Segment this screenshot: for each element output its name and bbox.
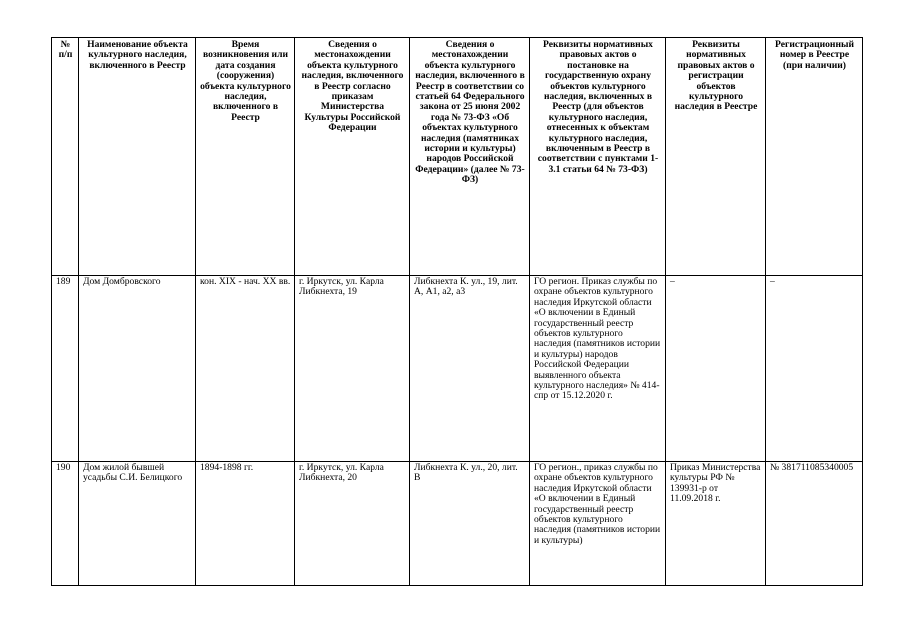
cell-name: Дом жилой бывшей усадьбы С.И. Белицкого xyxy=(79,462,196,586)
heritage-registry-table xyxy=(51,37,863,586)
cell-registration-number: – xyxy=(766,276,863,462)
document-page xyxy=(51,37,862,586)
cell-date: 1894-1898 гг. xyxy=(196,462,295,586)
cell-registration-number: № 381711085340005 xyxy=(766,462,863,586)
header-protection-act: Реквизиты нормативных правовых актов о постановке на государственную охрану объектов культурного наследия, включенных в Реестр (для объектов культурного наследия, отнесенных к объектам культурного наследия, включенным в Реестр в соответствии с пунктами 1-3.1 статьи 64 № 73-ФЗ) xyxy=(530,38,666,276)
header-registration-number: Регистрационный номер в Реестре (при наличии) xyxy=(766,38,863,276)
header-location-order: Сведения о местонахождении объекта культурного наследия, включенного в Реестр согласно приказам Министерства Культуры Российской Федерации xyxy=(295,38,410,276)
header-registration-act: Реквизиты нормативных правовых актов о регистрации объектов культурного наследия в Реестре xyxy=(666,38,766,276)
cell-number: 190 xyxy=(52,462,79,586)
cell-location-law: Либкнехта К. ул., 19, лит. А, А1, а2, а3 xyxy=(410,276,530,462)
table-row xyxy=(52,462,863,586)
cell-location-order: г. Иркутск, ул. Карла Либкнехта, 19 xyxy=(295,276,410,462)
table-row xyxy=(52,276,863,462)
cell-registration-act: – xyxy=(666,276,766,462)
cell-location-law: Либкнехта К. ул., 20, лит. В xyxy=(410,462,530,586)
cell-date: кон. XIX - нач. XX вв. xyxy=(196,276,295,462)
cell-registration-act: Приказ Министерства культуры РФ № 139931-р от 11.09.2018 г. xyxy=(666,462,766,586)
table-header-row xyxy=(52,38,863,276)
header-date: Время возникновения или дата создания (сооружения) объекта культурного наследия, включенного в Реестр xyxy=(196,38,295,276)
header-location-law: Сведения о местонахождении объекта культурного наследия, включенного в Реестр в соответствии со статьей 64 Федерального закона от 25 июня 2002 года № 73-ФЗ «Об объектах культурного наследия (памятниках истории и культуры) народов Российской Федерации» (далее № 73-ФЗ) xyxy=(410,38,530,276)
header-name: Наименование объекта культурного наследия, включенного в Реестр xyxy=(79,38,196,276)
header-number: № п/п xyxy=(52,38,79,276)
cell-number: 189 xyxy=(52,276,79,462)
cell-protection-act: ГО регион., приказ службы по охране объектов культурного наследия Иркутской области «О включении в Единый государственный реестр объектов культурного наследия (памятников истории и культуры) xyxy=(530,462,666,586)
cell-name: Дом Домбровского xyxy=(79,276,196,462)
cell-location-order: г. Иркутск, ул. Карла Либкнехта, 20 xyxy=(295,462,410,586)
cell-protection-act: ГО регион. Приказ службы по охране объектов культурного наследия Иркутской области «О включении в Единый государственный реестр объектов культурного наследия (памятников истории и культуры) народов Российской Федерации выявленного объекта культурного наследия» № 414-спр от 15.12.2020 г. xyxy=(530,276,666,462)
